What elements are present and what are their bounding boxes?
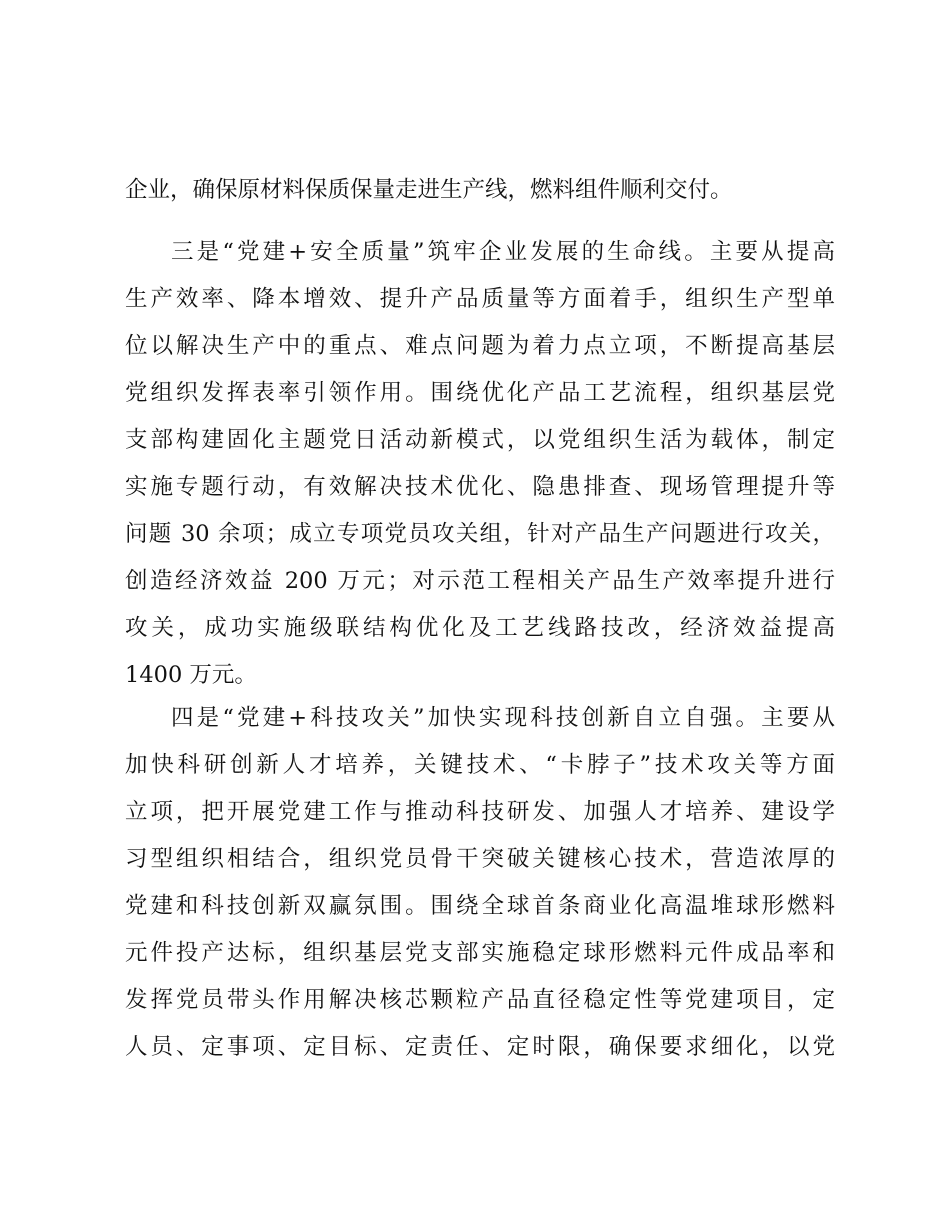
text-line: 创造经济效益 200 万元；对示范工程相关产品生产效率提升进行	[125, 568, 835, 594]
text-line: 三是“党建+安全质量”筑牢企业发展的生命线。主要从提高	[171, 239, 835, 265]
text-line: 人员、定事项、定目标、定责任、定时限，确保要求细化，以党	[125, 1034, 835, 1060]
paragraph-safety-quality	[125, 229, 835, 699]
text-line: 元件投产达标，组织基层党支部实施稳定球形燃料元件成品率和	[125, 940, 835, 966]
paragraph-continuation	[125, 167, 835, 214]
text-line: 立项，把开展党建工作与推动科技研发、加强人才培养、建设学	[125, 799, 835, 825]
paragraph-tech-breakthrough	[125, 695, 835, 1071]
text-line: 位以解决生产中的重点、难点问题为着力点立项，不断提高基层	[125, 333, 835, 359]
text-line: 1400 万元。	[125, 662, 257, 688]
text-line: 加快科研创新人才培养，关键技术、“卡脖子”技术攻关等方面	[125, 752, 835, 778]
text-line: 实施专题行动，有效解决技术优化、隐患排查、现场管理提升等	[125, 474, 835, 500]
text-line: 生产效率、降本增效、提升产品质量等方面着手，组织生产型单	[125, 286, 835, 312]
text-line: 四是“党建+科技攻关”加快实现科技创新自立自强。主要从	[171, 705, 835, 731]
text-line: 攻关，成功实施级联结构优化及工艺线路技改，经济效益提高	[125, 615, 835, 641]
text-line: 支部构建固化主题党日活动新模式，以党组织生活为载体，制定	[125, 427, 835, 453]
text-line: 习型组织相结合，组织党员骨干突破关键核心技术，营造浓厚的	[125, 846, 835, 872]
text-line: 企业，确保原材料保质保量走进生产线，燃料组件顺利交付。	[125, 177, 733, 203]
text-line: 发挥党员带头作用解决核芯颗粒产品直径稳定性等党建项目，定	[125, 987, 835, 1013]
text-line: 党建和科技创新双赢氛围。围绕全球首条商业化高温堆球形燃料	[125, 893, 835, 919]
text-line: 问题 30 余项；成立专项党员攻关组，针对产品生产问题进行攻关，	[125, 521, 835, 547]
text-line: 党组织发挥表率引领作用。围绕优化产品工艺流程，组织基层党	[125, 380, 835, 406]
